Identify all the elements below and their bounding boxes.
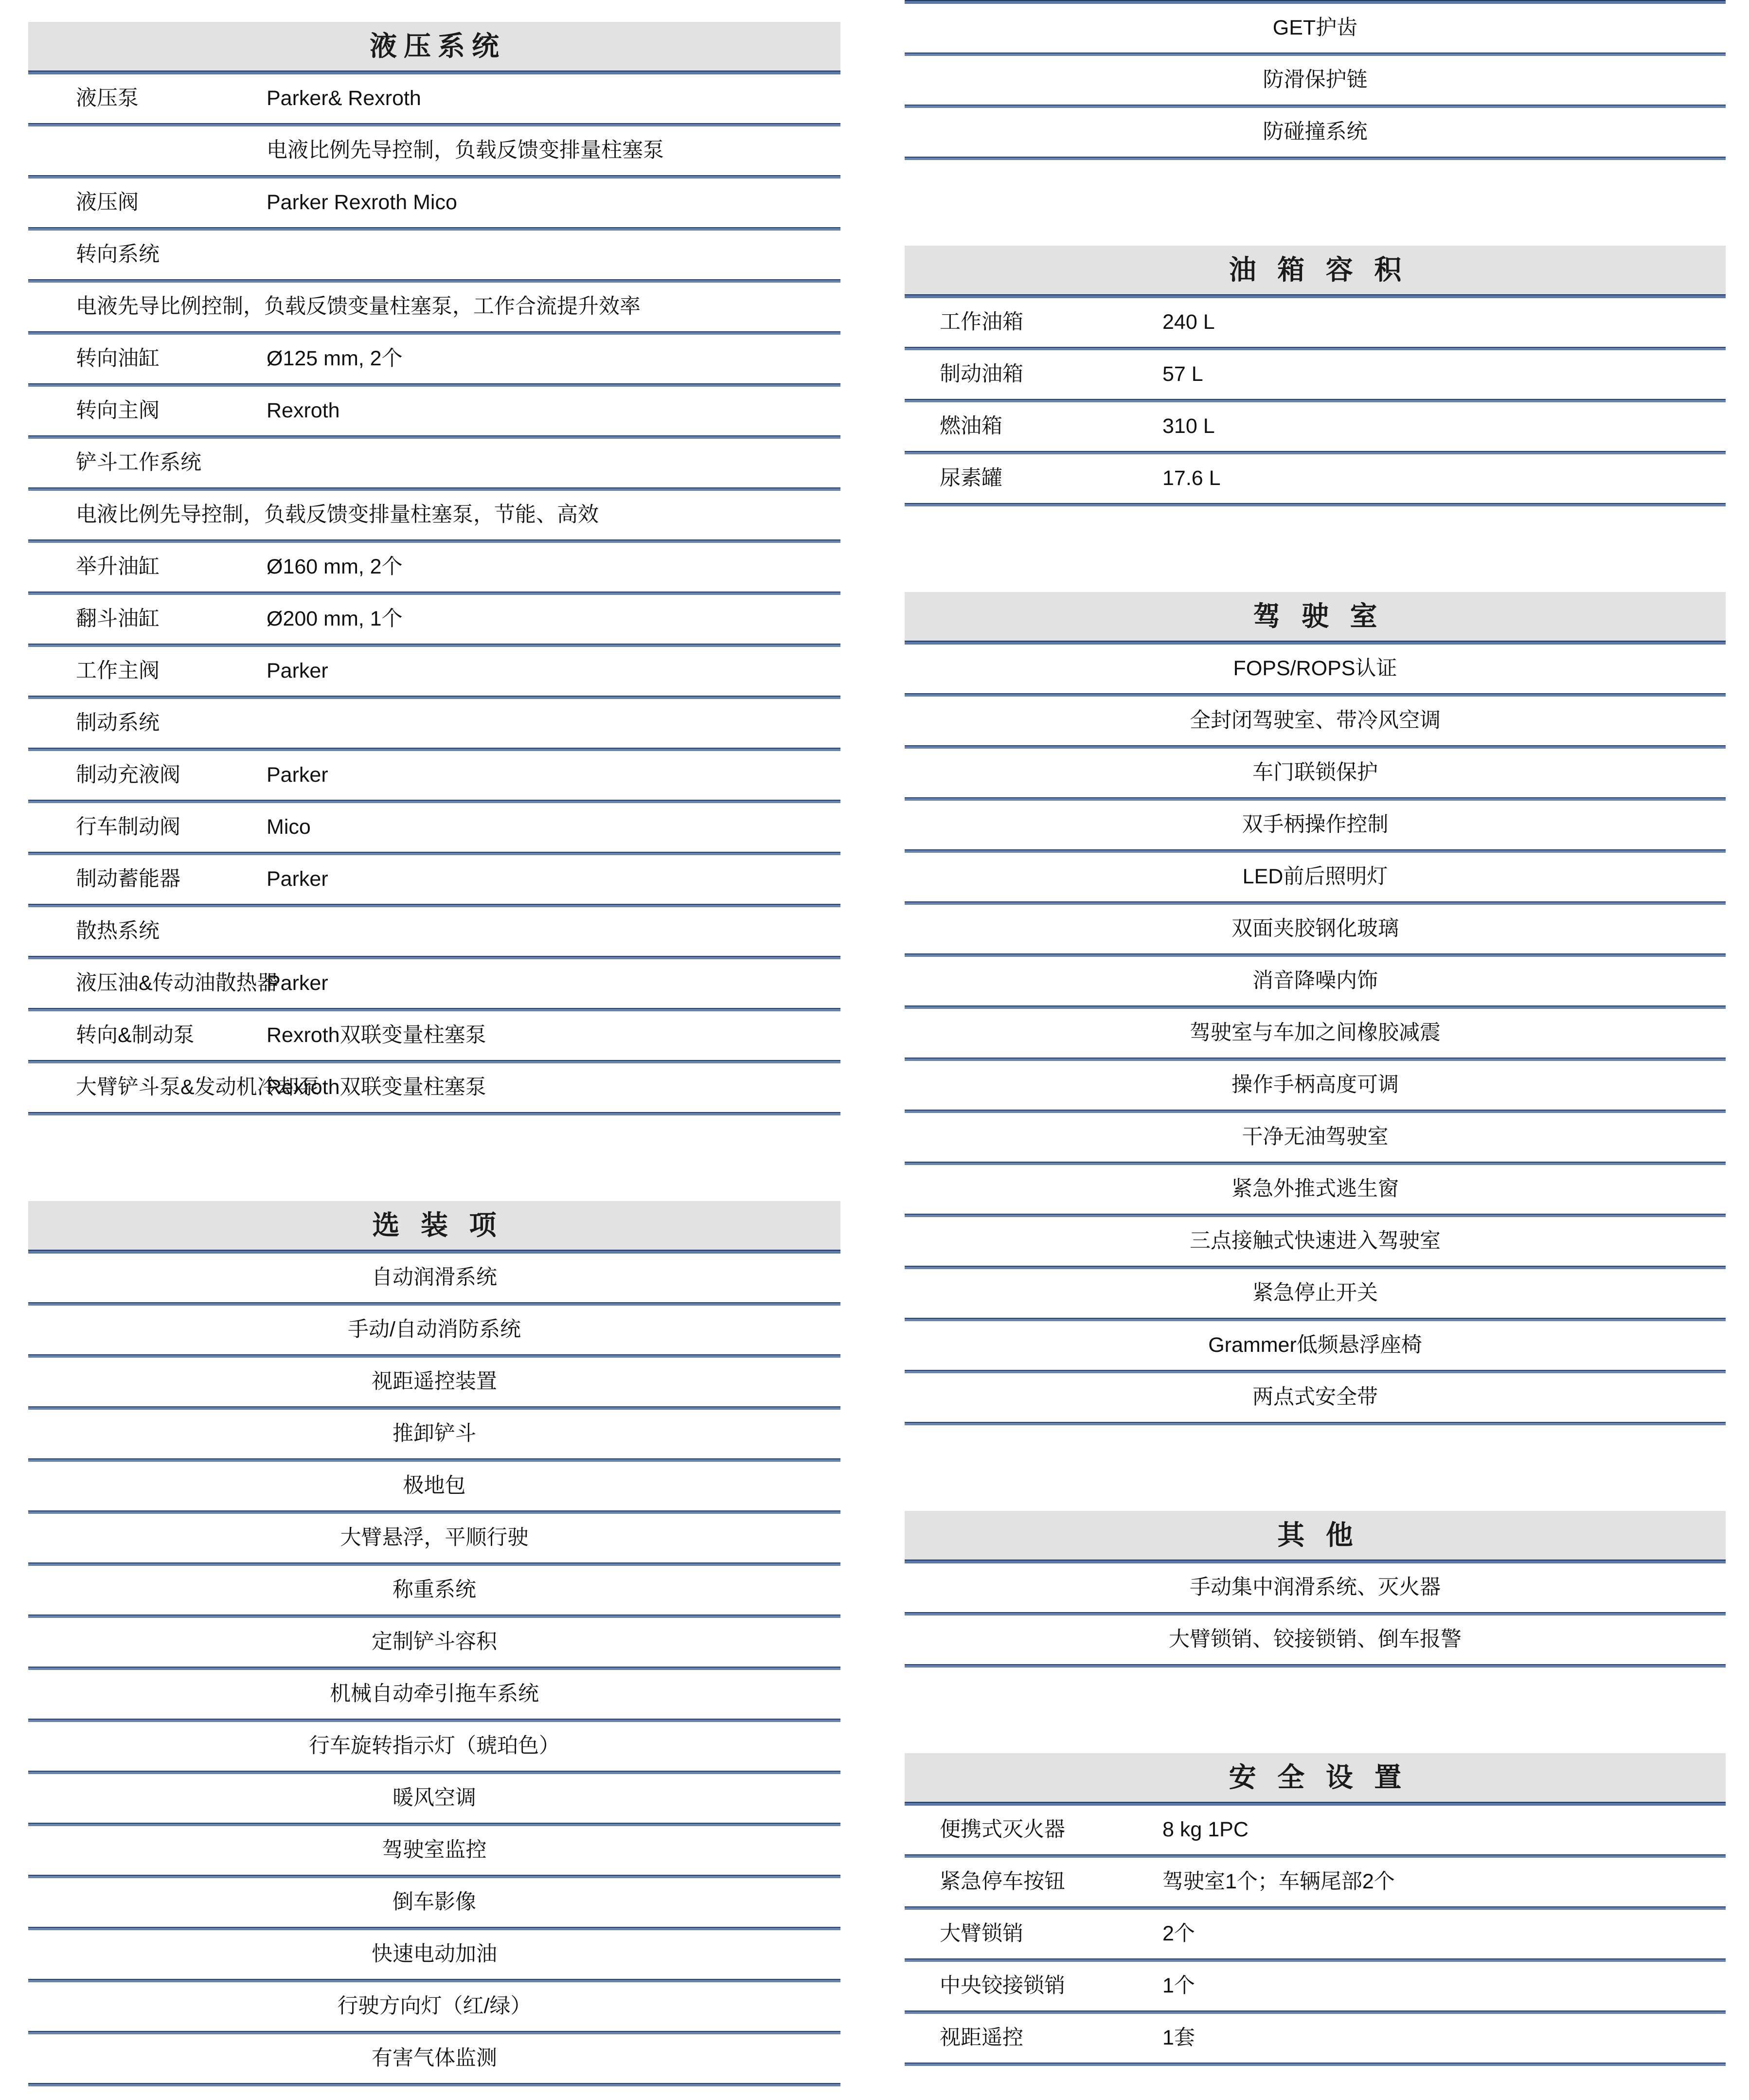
table-row <box>905 454 1726 503</box>
row-label: 两点式安全带 <box>1252 1385 1378 1409</box>
row-label: 驾驶室与车加之间橡胶减震 <box>1190 1021 1441 1045</box>
row-separator <box>905 503 1726 506</box>
table-row <box>905 1858 1726 1906</box>
row-label: 机械自动牵引拖车系统 <box>330 1682 539 1706</box>
row-value: 310 L <box>1162 414 1215 438</box>
row-label: 操作手柄高度可调 <box>1231 1073 1399 1097</box>
table-row <box>905 56 1726 105</box>
row-separator <box>28 279 840 283</box>
table-row <box>905 1910 1726 1958</box>
row-label: 防碰撞系统 <box>1263 120 1368 144</box>
row-label: 工作油箱 <box>940 310 1023 334</box>
spec-table-tank-capacity <box>905 246 1726 506</box>
row-separator <box>905 399 1726 402</box>
row-label: 便携式灭火器 <box>940 1818 1065 1842</box>
row-label: 制动充液阀 <box>76 763 180 787</box>
row-separator <box>28 1008 840 1011</box>
table-header-tank-capacity <box>905 246 1726 294</box>
row-value: Parker <box>267 971 328 995</box>
table-row <box>905 298 1726 347</box>
row-value: Ø160 mm, 2个 <box>267 555 403 579</box>
table-row <box>905 1165 1726 1214</box>
table-row <box>28 699 840 748</box>
row-label: 暖风空调 <box>393 1786 476 1810</box>
table-title: 安 全 设 置 <box>1229 1762 1409 1793</box>
table-row <box>905 1269 1726 1318</box>
table-row <box>905 1373 1726 1422</box>
row-label: FOPS/ROPS认证 <box>1233 657 1397 681</box>
table-row <box>905 108 1726 157</box>
row-label: 举升油缸 <box>76 555 160 579</box>
table-row <box>905 1113 1726 1162</box>
table-row <box>28 595 840 644</box>
table-row <box>905 402 1726 451</box>
row-label: 转向&制动泵 <box>76 1023 195 1047</box>
row-separator <box>28 1250 840 1254</box>
row-value: Parker Rexroth Mico <box>267 191 457 215</box>
table-row <box>28 1306 840 1354</box>
table-row <box>905 645 1726 693</box>
row-separator <box>905 157 1726 160</box>
row-label: 定制铲斗容积 <box>372 1630 497 1654</box>
row-value: Ø125 mm, 2个 <box>267 347 403 371</box>
row-label: 快速电动加油 <box>372 1942 497 1966</box>
row-label: 电液先导比例控制，负载反馈变量柱塞泵，工作合流提升效率 <box>76 295 641 319</box>
row-label: 制动蓄能器 <box>76 867 180 891</box>
table-row <box>28 1514 840 1562</box>
row-value: Ø200 mm, 1个 <box>267 607 403 631</box>
row-value: 2个 <box>1162 1922 1195 1946</box>
table-row <box>28 491 840 539</box>
row-label: 双面夹胶钢化玻璃 <box>1231 917 1399 941</box>
row-separator <box>905 2063 1726 2066</box>
row-value: Parker <box>267 867 328 891</box>
row-separator <box>28 1823 840 1826</box>
table-row <box>905 350 1726 399</box>
row-label: 大臂锁销 <box>940 1922 1023 1946</box>
row-label: 散热系统 <box>76 919 160 943</box>
row-separator <box>28 435 840 439</box>
row-label: 中央铰接锁销 <box>940 1974 1065 1998</box>
row-value: 8 kg 1PC <box>1162 1818 1249 1842</box>
row-label: 干净无油驾驶室 <box>1242 1125 1389 1149</box>
table-row <box>905 1615 1726 1664</box>
table-row <box>905 2014 1726 2063</box>
row-label: 行车制动阀 <box>76 815 180 839</box>
row-value: 电液比例先导控制，负载反馈变排量柱塞泵 <box>267 139 664 162</box>
table-row <box>905 4 1726 53</box>
row-separator <box>28 1406 840 1410</box>
table-title: 液压系统 <box>370 31 506 61</box>
row-label: 消音降噪内饰 <box>1252 969 1378 993</box>
row-label: 液压阀 <box>76 191 139 215</box>
row-label: 行驶方向灯（红/绿） <box>337 1994 532 2018</box>
row-label: 全封闭驾驶室、带冷风空调 <box>1190 709 1441 733</box>
table-row <box>28 1878 840 1927</box>
row-separator <box>905 849 1726 853</box>
row-value: 1套 <box>1162 2026 1195 2050</box>
row-separator <box>28 71 840 74</box>
row-separator <box>905 294 1726 298</box>
row-label: 转向油缸 <box>76 347 160 371</box>
table-row <box>28 1462 840 1510</box>
row-label: 紧急外推式逃生窗 <box>1231 1177 1399 1201</box>
spec-table-optional-items-continued <box>905 0 1726 160</box>
row-separator <box>28 1719 840 1722</box>
table-header-safety-settings <box>905 1753 1726 1802</box>
table-row <box>28 283 840 331</box>
table-row <box>28 1670 840 1719</box>
row-separator <box>28 1615 840 1618</box>
table-row <box>28 1826 840 1875</box>
row-separator <box>28 1458 840 1462</box>
row-label: 倒车影像 <box>393 1890 476 1914</box>
table-row <box>905 1061 1726 1110</box>
row-separator <box>905 1664 1726 1668</box>
table-row <box>28 126 840 175</box>
row-label: 翻斗油缸 <box>76 607 160 631</box>
row-separator <box>905 1318 1726 1321</box>
row-separator <box>905 1266 1726 1269</box>
row-value: Rexroth <box>267 399 340 423</box>
row-separator <box>905 1162 1726 1165</box>
row-label: 自动润滑系统 <box>372 1266 497 1290</box>
table-row <box>28 1358 840 1406</box>
spec-table-cabin <box>905 592 1726 1425</box>
row-separator <box>28 1510 840 1514</box>
row-separator <box>905 1854 1726 1858</box>
row-separator <box>28 800 840 803</box>
row-separator <box>905 693 1726 697</box>
right-column <box>869 0 1749 2100</box>
row-label: 液压油&传动油散热器 <box>76 971 278 995</box>
row-separator <box>28 1562 840 1566</box>
table-row <box>28 543 840 592</box>
table-row <box>905 749 1726 797</box>
table-row <box>28 439 840 487</box>
row-separator <box>28 1875 840 1878</box>
row-label: 大臂锁销、铰接锁销、倒车报警 <box>1169 1628 1462 1651</box>
row-separator <box>905 0 1726 4</box>
table-row <box>28 1722 840 1771</box>
row-value: 1个 <box>1162 1974 1195 1998</box>
table-row <box>905 905 1726 953</box>
row-separator <box>28 539 840 543</box>
row-separator <box>905 347 1726 350</box>
table-row <box>905 697 1726 745</box>
row-separator <box>905 1958 1726 1962</box>
row-separator <box>28 331 840 335</box>
row-label: 电液比例先导控制，负载反馈变排量柱塞泵，节能、高效 <box>76 503 599 527</box>
row-label: 紧急停车按钮 <box>940 1870 1065 1894</box>
row-value: Parker <box>267 763 328 787</box>
table-row <box>28 959 840 1008</box>
row-separator <box>28 2083 840 2086</box>
row-separator <box>28 904 840 907</box>
table-row <box>28 907 840 956</box>
table-row <box>905 1962 1726 2010</box>
table-row <box>905 957 1726 1005</box>
row-value: 17.6 L <box>1162 467 1221 490</box>
row-label: 视距遥控 <box>940 2026 1023 2050</box>
row-label: 铲斗工作系统 <box>76 451 201 475</box>
table-row <box>905 1321 1726 1370</box>
table-row <box>28 1930 840 1979</box>
table-row <box>28 855 840 904</box>
row-separator <box>28 956 840 959</box>
table-row <box>28 1982 840 2031</box>
row-separator <box>28 227 840 231</box>
table-row <box>905 1806 1726 1854</box>
table-row <box>905 1009 1726 1058</box>
row-label: 制动油箱 <box>940 362 1023 386</box>
row-separator <box>28 123 840 126</box>
table-row <box>28 1254 840 1302</box>
row-separator <box>905 1802 1726 1806</box>
row-separator <box>905 745 1726 749</box>
row-separator <box>905 1005 1726 1009</box>
row-value: Rexroth双联变量柱塞泵 <box>267 1023 486 1047</box>
row-separator <box>905 1214 1726 1217</box>
row-label: 转向主阀 <box>76 399 160 423</box>
row-separator <box>28 1354 840 1358</box>
row-label: GET护齿 <box>1272 16 1358 40</box>
table-row <box>28 1774 840 1823</box>
row-separator <box>905 105 1726 108</box>
table-row <box>28 387 840 435</box>
row-label: 驾驶室监控 <box>382 1838 487 1862</box>
table-row <box>905 801 1726 849</box>
row-label: 大臂铲斗泵&发动机冷却泵 <box>76 1076 320 1099</box>
row-value: Rexroth双联变量柱塞泵 <box>267 1076 486 1099</box>
row-label: 制动系统 <box>76 711 160 735</box>
row-separator <box>28 1060 840 1063</box>
row-label: 双手柄操作控制 <box>1242 813 1389 837</box>
table-row <box>28 1410 840 1458</box>
row-label: 工作主阀 <box>76 659 160 683</box>
table-title: 油 箱 容 积 <box>1229 254 1409 285</box>
row-label: 极地包 <box>403 1474 466 1498</box>
row-separator <box>28 2031 840 2034</box>
row-separator <box>28 1667 840 1670</box>
row-value: 57 L <box>1162 362 1203 386</box>
table-row <box>28 1618 840 1667</box>
row-separator <box>28 644 840 647</box>
row-label: 燃油箱 <box>940 414 1002 438</box>
row-separator <box>28 1771 840 1774</box>
row-separator <box>28 1302 840 1306</box>
row-separator <box>905 53 1726 56</box>
row-value: Parker <box>267 659 328 683</box>
row-separator <box>28 1979 840 1982</box>
table-row <box>28 335 840 383</box>
row-separator <box>905 451 1726 454</box>
table-row <box>28 803 840 852</box>
table-title: 驾 驶 室 <box>1253 601 1384 631</box>
spec-table-other <box>905 1511 1726 1668</box>
row-separator <box>28 852 840 855</box>
row-separator <box>905 1560 1726 1563</box>
row-label: 转向系统 <box>76 243 160 267</box>
row-label: 有害气体监测 <box>372 2046 497 2070</box>
table-row <box>905 1563 1726 1612</box>
table-title: 其 他 <box>1277 1520 1360 1550</box>
table-row <box>28 179 840 227</box>
table-row <box>28 751 840 800</box>
row-separator <box>905 1612 1726 1615</box>
row-label: 手动集中润滑系统、灭火器 <box>1190 1576 1441 1599</box>
table-row <box>28 1011 840 1060</box>
row-separator <box>905 1906 1726 1910</box>
row-label: 视距遥控装置 <box>372 1370 497 1394</box>
row-label: 防滑保护链 <box>1263 68 1368 92</box>
row-label: LED前后照明灯 <box>1242 865 1388 889</box>
table-row <box>28 647 840 696</box>
row-separator <box>28 383 840 387</box>
row-separator <box>28 1112 840 1115</box>
row-label: 紧急停止开关 <box>1252 1281 1378 1305</box>
table-header-hydraulic-system <box>28 22 840 71</box>
row-value: Parker& Rexroth <box>267 87 421 110</box>
spec-table-hydraulic-system <box>28 22 840 1115</box>
table-title: 选 装 项 <box>372 1210 503 1240</box>
row-separator <box>905 1422 1726 1425</box>
row-separator <box>905 797 1726 801</box>
table-header-cabin <box>905 592 1726 641</box>
row-separator <box>905 2010 1726 2014</box>
table-header-other <box>905 1511 1726 1560</box>
row-value: 240 L <box>1162 310 1215 334</box>
table-row <box>28 74 840 123</box>
row-label: 称重系统 <box>393 1578 476 1602</box>
table-row <box>28 2034 840 2083</box>
spec-table-optional-items <box>28 1201 840 2086</box>
row-separator <box>28 748 840 751</box>
row-label: 大臂悬浮，平顺行驶 <box>340 1526 529 1550</box>
row-separator <box>28 592 840 595</box>
spec-table-safety-settings <box>905 1753 1726 2066</box>
row-value: 驾驶室1个；车辆尾部2个 <box>1162 1870 1395 1894</box>
row-label: 三点接触式快速进入驾驶室 <box>1190 1229 1441 1253</box>
row-label: Grammer低频悬浮座椅 <box>1208 1333 1422 1357</box>
row-separator <box>28 487 840 491</box>
table-row <box>28 1063 840 1112</box>
row-separator <box>905 1110 1726 1113</box>
table-row <box>905 853 1726 901</box>
row-label: 液压泵 <box>76 87 139 110</box>
table-row <box>28 231 840 279</box>
left-column <box>0 0 869 2100</box>
row-value: Mico <box>267 815 311 839</box>
row-separator <box>905 901 1726 905</box>
row-label: 手动/自动消防系统 <box>348 1318 521 1342</box>
row-separator <box>28 696 840 699</box>
row-label: 车门联锁保护 <box>1252 761 1378 785</box>
row-label: 尿素罐 <box>940 467 1002 490</box>
row-label: 行车旋转指示灯（琥珀色） <box>309 1734 560 1758</box>
row-separator <box>905 1058 1726 1061</box>
table-header-optional-items <box>28 1201 840 1250</box>
row-separator <box>905 641 1726 645</box>
row-separator <box>28 1927 840 1930</box>
row-separator <box>905 1370 1726 1373</box>
row-separator <box>905 953 1726 957</box>
row-separator <box>28 175 840 179</box>
row-label: 推卸铲斗 <box>393 1422 476 1446</box>
table-row <box>28 1566 840 1615</box>
table-row <box>905 1217 1726 1266</box>
